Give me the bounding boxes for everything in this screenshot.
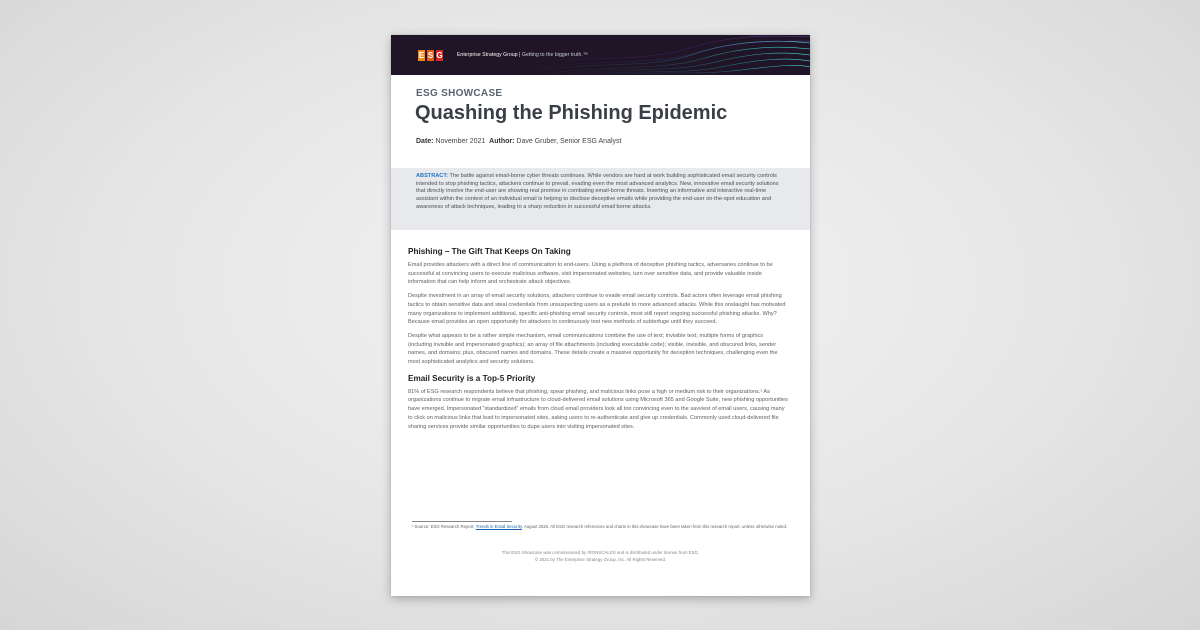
author-value: Dave Gruber, Senior ESG Analyst (516, 138, 622, 145)
paragraph: Email provides attackers with a direct line of communication to end-users. Using a plethora of deceptive phishing tactics, adversaries continue to be successful at convincing users to execute malicious software, visit impersonated websites, turn over sensitive data, and provide valuable inside information that can help inform and orchestrate attack objectives. (408, 262, 773, 286)
brand-tagline: Getting to the bigger truth.™ (522, 52, 588, 58)
esg-logo (418, 50, 443, 61)
footnote-divider (412, 521, 512, 522)
paragraph: Despite what appears to be a rather simple mechanism, email communications combine the use of text; invisible text; multiple forms of graphics (including invisible and impersonated graphics); an array of file attachments (including executable code); visible, invisible, and obscured links, sender names, and domains; plus, obscured names and domains. These details create a massive opportunity for deception techniques, challenging even the most sophisticated analytics and security solutions. (408, 332, 778, 366)
footer-license: This ESG Showcase was commissioned by IRONSCALES and is distributed under license from ESG. (501, 550, 700, 555)
abstract-paragraph (416, 173, 786, 212)
footnote (412, 524, 792, 531)
footnote-report-link[interactable]: Trends in Email Security (475, 524, 522, 529)
showcase-kicker: ESG SHOWCASE (416, 88, 503, 99)
company-name: Enterprise Strategy Group (457, 52, 518, 58)
paragraph: Despite investment in an array of email security solutions, attackers continue to evade email security controls. Bad actors often leverage email phishing tactics to obtain sensitive data and steal credentials from unsuspecting users as a prelude to more advanced attacks. While this onslaught has motivated many organizations to implement additional, specific anti-phishing email security controls, most still report ongoing successful phishing attacks. Why? Because email provides an open opportunity for attackers to continuously test new methods of subterfuge until they succeed. (408, 293, 786, 326)
section-heading-phishing: Phishing – The Gift That Keeps On Taking (408, 247, 571, 256)
wave-graphic (391, 35, 810, 75)
footnote-suffix: , August 2020. All ESG research references and charts in this showcase have been taken from this research report, unless otherwise noted. (521, 524, 788, 529)
footnote-prefix: ¹ Source: ESG Research Report, (412, 524, 476, 529)
document-title: Quashing the Phishing Epidemic (415, 102, 728, 124)
logo-letter-s: S (427, 51, 434, 60)
footer-copyright: © 2021 by The Enterprise Strategy Group, Inc. All Rights Reserved. (534, 557, 667, 562)
logo-letter-e: E (418, 51, 425, 60)
author-label: Author: (489, 138, 515, 145)
logo-letter-g: G (436, 51, 443, 60)
section-heading-priority: Email Security is a Top-5 Priority (408, 373, 536, 383)
abstract-label: ABSTRACT: (416, 173, 449, 179)
date-label: Date: (416, 138, 434, 145)
brand-separator: | (519, 52, 521, 58)
document-meta (416, 138, 621, 145)
brand-line (457, 52, 588, 58)
date-value: November 2021 (435, 138, 486, 145)
abstract-text: The battle against email-borne cyber threats continues. While vendors are hard at work building sophisticated email security controls intended to stop phishing tactics, attackers continue to prevail, evading even the most advanced analytics. New, innovative email security solutions that directly involve the end-user are showing real promise in combating email-borne threats. Inserting an informative and interactive real-time assistant within the context of an individual email is helping to disclose deceptive emails while providing the end-user on-the-spot education and awareness of attack techniques, leading to a sharp reduction in successful email borne attacks. (416, 173, 779, 210)
page-footer (391, 549, 810, 563)
paragraph: 81% of ESG research respondents believe that phishing, spear phishing, and malicious links pose a high or medium risk to their organizations.¹ As organizations continue to migrate email infrastructure to cloud-delivered email solutions using Microsoft 365 and Google Suite, new phishing opportunities have emerged. Impersonated “standardized” emails from cloud email providers look all too convincing even to the savviest of email users, causing many to click on malicious links that lead to impersonated sites, asking users to re-authenticate and give up credentials. Commonly used cloud-delivered file sharing services provide similar opportunities to dupe users into visiting impersonated sites. (408, 388, 788, 430)
header-banner (391, 35, 810, 75)
document-page (391, 35, 810, 596)
abstract-box (391, 168, 810, 230)
body-content (408, 247, 788, 436)
